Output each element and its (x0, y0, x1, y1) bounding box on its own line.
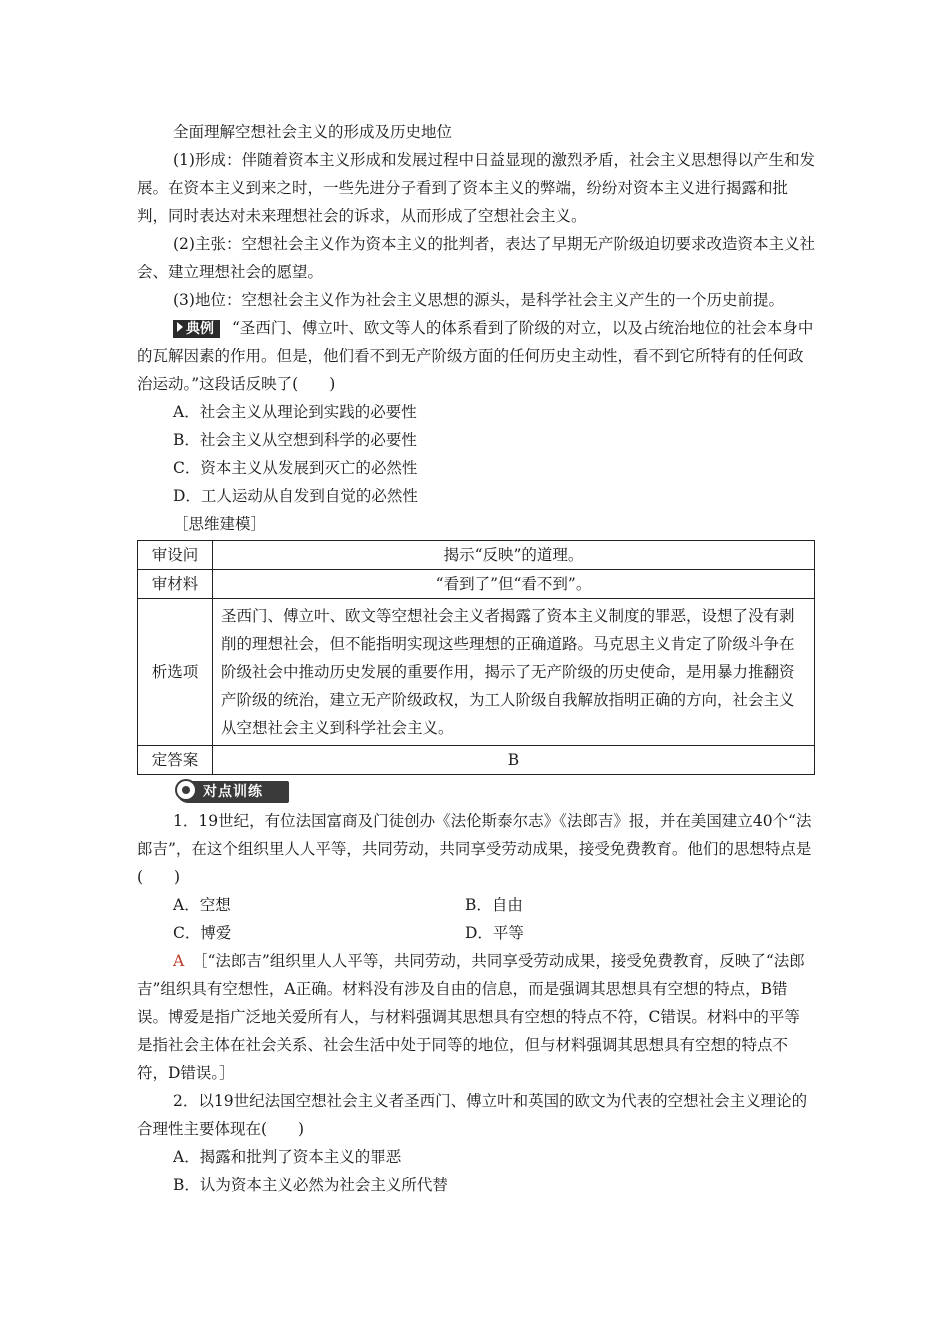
table-row (138, 541, 815, 570)
training-banner (137, 777, 815, 807)
training-label: 对点训练 (203, 784, 263, 800)
example-option-a: A．社会主义从理论到实践的必要性 (173, 403, 417, 421)
row-key: 析选项 (138, 599, 213, 746)
q1-option-c: C．博爱 (173, 924, 232, 942)
row-key: 定答案 (138, 746, 213, 775)
row-key: 审材料 (138, 570, 213, 599)
table-row (138, 570, 815, 599)
example-option-b: B．社会主义从空想到科学的必要性 (173, 431, 417, 449)
row-value: “看到了”但“看不到”。 (213, 570, 815, 599)
answer-letter: A (173, 952, 185, 970)
model-title: ［思维建模］ (173, 515, 267, 533)
point-claim: (2)主张：空想社会主义作为资本主义的批判者，表达了早期无产阶级迫切要求改造资本主义社会、建立理想社会的愿望。 (137, 235, 815, 281)
question-1-options-row-2 (137, 919, 815, 947)
row-key: 审设问 (138, 541, 213, 570)
row-value: B (213, 746, 815, 775)
point-formation: (1)形成：伴随着资本主义形成和发展过程中日益显现的激烈矛盾，社会主义思想得以产生和发展。在资本主义到来之时，一些先进分子看到了资本主义的弊端，纷纷对资本主义进行揭露和批判，同时表达对未来理想社会的诉求，从而形成了空想社会主义。 (137, 151, 815, 225)
table-row (138, 746, 815, 775)
example-stem: “圣西门、傅立叶、欧文等人的体系看到了阶级的对立，以及占统治地位的社会本身中的瓦解因素的作用。但是，他们看不到无产阶级方面的任何历史主动性，看不到它所特有的任何政治运动。”这段话反映了( ) (137, 319, 814, 393)
example-badge-label: 典例 (186, 321, 214, 337)
example-option-c: C．资本主义从发展到灭亡的必然性 (173, 459, 418, 477)
row-value: 揭示“反映”的道理。 (213, 541, 815, 570)
q1-option-a: A．空想 (173, 896, 231, 914)
section-heading: 全面理解空想社会主义的形成及历史地位 (173, 123, 453, 141)
question-1-answer (137, 947, 815, 1087)
example-option-d: D．工人运动从自发到自觉的必然性 (173, 487, 418, 505)
page-content (137, 118, 815, 1199)
point-status: (3)地位：空想社会主义作为社会主义思想的源头，是科学社会主义产生的一个历史前提。 (173, 291, 784, 309)
example-stem-line (137, 314, 815, 398)
thinking-model-table (137, 540, 815, 775)
q2-option-b: B．认为资本主义必然为社会主义所代替 (173, 1176, 448, 1194)
answer-explanation: ［“法郎吉”组织里人人平等，共同劳动，共同享受劳动成果，接受免费教育，反映了“法郎吉”组织具有空想性，A正确。材料没有涉及自由的信息，而是强调其思想具有空想的特点，B错误。博爱是指广泛地关爱所有人，与材料强调其思想具有空想的特点不符，C错误。材料中的平等是指社会主体在社会关系、社会生活中处于同等的地位，但与材料强调其思想具有空想的特点不符，D错误。］ (137, 952, 805, 1082)
target-icon (175, 779, 197, 801)
question-1-stem: 1．19世纪，有位法国富商及门徒创办《法伦斯泰尔志》《法郎吉》报，并在美国建立40个“法郎吉”，在这个组织里人人平等，共同劳动，共同享受劳动成果，接受免费教育。他们的思想特点是( ) (137, 812, 812, 886)
q2-option-a: A．揭露和批判了资本主义的罪恶 (173, 1148, 402, 1166)
q1-option-d: D．平等 (465, 924, 524, 942)
row-value: 圣西门、傅立叶、欧文等空想社会主义者揭露了资本主义制度的罪恶，设想了没有剥削的理想社会，但不能指明实现这些理想的正确道路。马克思主义肯定了阶级斗争在阶级社会中推动历史发展的重要作用，揭示了无产阶级的历史使命，是用暴力推翻资产阶级的统治，建立无产阶级政权，为工人阶级自我解放指明正确的方向，社会主义从空想社会主义到科学社会主义。 (213, 599, 815, 746)
triangle-icon (177, 322, 183, 332)
question-1-options-row-1 (137, 891, 815, 919)
example-badge (173, 320, 220, 338)
question-2-stem: 2．以19世纪法国空想社会主义者圣西门、傅立叶和英国的欧文为代表的空想社会主义理论的合理性主要体现在( ) (137, 1092, 808, 1138)
table-row (138, 599, 815, 746)
q1-option-b: B．自由 (465, 896, 523, 914)
